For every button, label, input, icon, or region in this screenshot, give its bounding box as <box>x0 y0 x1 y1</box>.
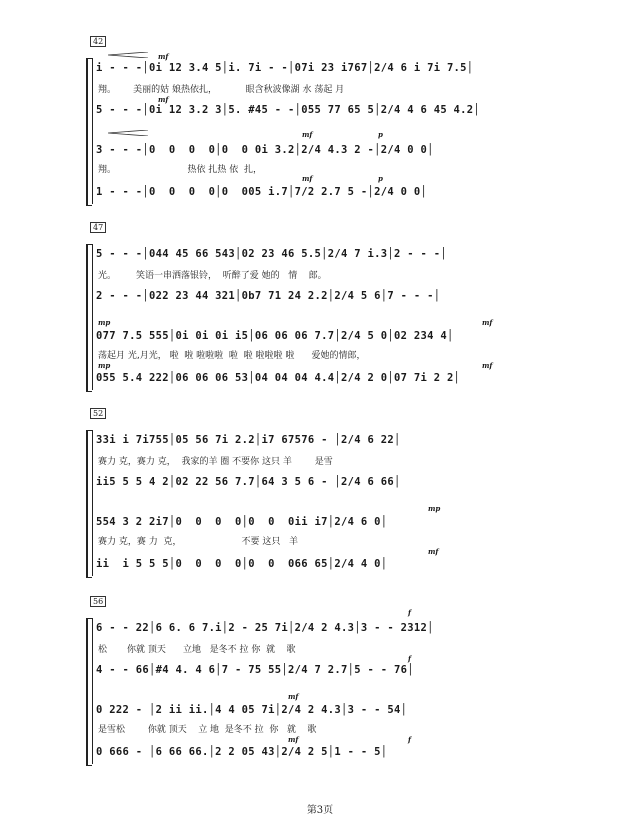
system-2 <box>92 223 562 392</box>
system-left-barline <box>92 618 93 764</box>
measure-number: 56 <box>90 596 106 607</box>
lyric-row-1: 翔。 美丽的姑 娘热依扎， 眼含秋波像湖 水 荡起 月 <box>98 85 345 95</box>
dynamic-mf: mf <box>288 692 299 701</box>
lyric-row-1: 光。 笑语一串洒落银铃， 听醉了爱 她的 情 郎。 <box>98 271 327 281</box>
system-3 <box>92 409 562 578</box>
lyric-row-1: 松 你就 顶天 立地 是冬不 拉 你 就 歌 <box>98 645 296 655</box>
dynamic-f: f <box>408 654 412 663</box>
dynamic-mp: mp <box>98 318 111 327</box>
measure-number: 47 <box>90 222 106 233</box>
staff-row-2: 4 - - 66│#4 4. 4 6│7 - 75 55│2/4 7 2.7│5 - - 76│ <box>96 664 414 676</box>
dynamic-mf: mf <box>482 318 493 327</box>
dynamic-mf: mf <box>288 735 299 744</box>
dynamic-p: p <box>378 174 383 183</box>
crescendo-hairpin <box>108 52 148 58</box>
staff-row-1: 6 - - 22│6 6. 6 7.i│2 - 25 7i│2/4 2 4.3│3 - - 2312│ <box>96 622 434 634</box>
staff-row-3: 554 3 2 2i7│0 0 0 0│0 0 0ii i7│2/4 6 0│ <box>96 516 388 528</box>
dynamic-mp: mp <box>428 504 441 513</box>
system-left-barline <box>92 430 93 576</box>
crescendo-hairpin <box>108 130 148 136</box>
staff-row-2: ii5 5 5 4 2│02 22 56 7.7│64 3 5 6 - │2/4 6 66│ <box>96 476 401 488</box>
dynamic-p: p <box>378 130 383 139</box>
staff-row-2: 5 - - -│0i 12 3.2 3│5. #45 - -│055 77 65 5│2/4 4 6 45 4.2│ <box>96 104 481 116</box>
staff-row-1: 5 - - -│044 45 66 543│02 23 46 5.5│2/4 7 i.3│2 - - -│ <box>96 248 447 260</box>
staff-row-4: ii i 5 5 5│0 0 0 0│0 0 066 65│2/4 4 0│ <box>96 558 388 570</box>
dynamic-mf: mf <box>428 547 439 556</box>
system-left-barline <box>92 244 93 390</box>
dynamic-mf: mf <box>302 130 313 139</box>
measure-number: 52 <box>90 408 106 419</box>
dynamic-mf: mf <box>302 174 313 183</box>
lyric-row-3: 是雪松 你就 顶天 立 地 是冬不 拉 你 就 歌 <box>98 725 317 735</box>
lyric-row-3: 赛力 克，赛 力 克， 不要 这只 羊 <box>98 537 298 547</box>
system-left-barline <box>92 58 93 204</box>
staff-row-1: i - - -│0i 12 3.4 5│i. 7i - -│07i 23 i767│2/4 6 i 7i 7.5│ <box>96 62 474 74</box>
staff-row-4: 0 666 - │6 66 66.│2 2 05 43│2/4 2 5│1 - - 5│ <box>96 746 388 758</box>
dynamic-mf: mf <box>158 95 169 104</box>
dynamic-mf: mf <box>158 52 169 61</box>
dynamic-f: f <box>408 735 412 744</box>
dynamic-mp: mp <box>98 361 111 370</box>
staff-row-3: 077 7.5 555│0i 0i 0i i5│06 06 06 7.7│2/4 5 0│02 234 4│ <box>96 330 454 342</box>
lyric-row-3: 荡起月 光,月光， 啦 啦 啦啦啦 啦 啦 啦啦啦 啦 爱她的情郎， <box>98 351 366 361</box>
lyric-row-3: 翔。 热依 扎热 依 扎， <box>98 165 262 175</box>
staff-row-4: 055 5.4 222│06 06 06 53│04 04 04 4.4│2/4 2 0│07 7i 2 2│ <box>96 372 461 384</box>
dynamic-f: f <box>408 608 412 617</box>
staff-row-3: 3 - - -│0 0 0 0│0 0 0i 3.2│2/4 4.3 2 -│2/4 0 0│ <box>96 144 434 156</box>
staff-row-2: 2 - - -│022 23 44 321│0b7 71 24 2.2│2/4 5 6│7 - - -│ <box>96 290 441 302</box>
staff-row-1: 33i i 7i755│05 56 7i 2.2│i7 67576 - │2/4 6 22│ <box>96 434 401 446</box>
system-1 <box>92 37 562 206</box>
staff-row-3: 0 222 - │2 ii ii.│4 4 05 7i│2/4 2 4.3│3 - - 54│ <box>96 704 408 716</box>
lyric-row-1: 赛力 克，赛力 克， 我家的羊 圈 不要你 这只 羊 是雪 <box>98 457 333 467</box>
staff-row-4: 1 - - -│0 0 0 0│0 005 i.7│7/2 2.7 5 -│2/4 0 0│ <box>96 186 428 198</box>
measure-number: 42 <box>90 36 106 47</box>
page-number: 第3页 <box>306 805 334 816</box>
dynamic-mf: mf <box>482 361 493 370</box>
system-4 <box>92 597 562 766</box>
